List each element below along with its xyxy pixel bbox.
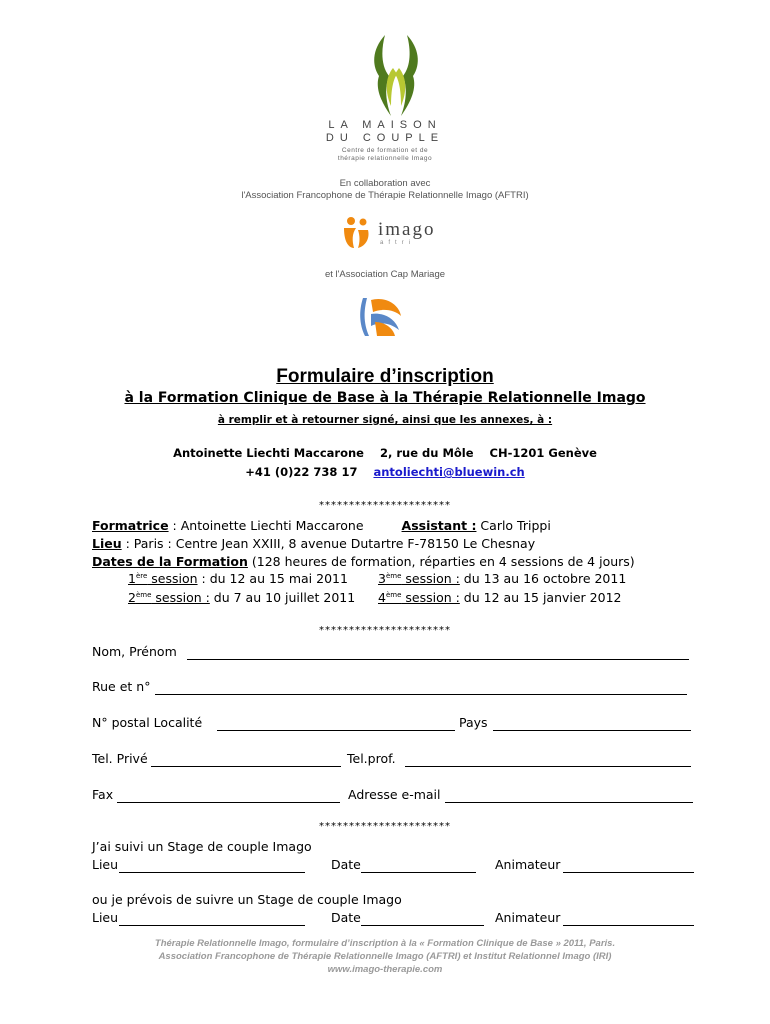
contact-email-link[interactable]: antoliechti@bluewin.ch xyxy=(373,465,525,479)
brand-sub-1: Centre de formation et de xyxy=(341,147,429,154)
nom-field[interactable] xyxy=(187,659,689,660)
assistant-label: Assistant : xyxy=(401,518,477,533)
dates-row xyxy=(92,554,635,569)
stage2-animateur-label: Animateur xyxy=(495,910,561,925)
stage1-lieu-label: Lieu xyxy=(92,857,119,872)
tel-prof-label: Tel.prof. xyxy=(347,751,396,766)
dates-value: (128 heures de formation, réparties en 4 sessions de 4 jours) xyxy=(247,554,635,569)
lieu-value: : Paris : Centre Jean XXIII, 8 avenue Dutartre F-78150 Le Chesnay xyxy=(121,536,536,551)
footer-line-2: Association Francophone de Thérapie Relationnelle Imago (AFTRI) et Institut Relationnel Imago (IRI) xyxy=(158,951,612,962)
stage2-lieu-field[interactable] xyxy=(119,925,305,926)
nom-label: Nom, Prénom xyxy=(92,644,177,659)
tel-prof-field[interactable] xyxy=(405,766,691,767)
stage1-animateur-field[interactable] xyxy=(563,872,694,873)
cap-mariage-text: et l'Association Cap Mariage xyxy=(324,269,446,280)
fax-field[interactable] xyxy=(117,802,340,803)
form-title: Formulaire d’inscription xyxy=(276,366,494,387)
contact-name: Antoinette Liechti Maccarone xyxy=(173,446,364,460)
form-subtitle: à la Formation Clinique de Base à la Thérapie Relationnelle Imago xyxy=(124,390,646,406)
separator-stars-1: ********************** xyxy=(319,500,451,511)
session-4: 4ème session : du 12 au 15 janvier 2012 xyxy=(378,590,622,605)
stage-planned-label: ou je prévois de suivre un Stage de couple Imago xyxy=(92,892,402,907)
contact-street: 2, rue du Môle xyxy=(379,446,474,460)
contact-phone-email xyxy=(0,465,770,479)
stage2-date-field[interactable] xyxy=(361,925,484,926)
session-2: 2ème session : du 7 au 10 juillet 2011 xyxy=(128,590,356,605)
dates-label: Dates de la Formation xyxy=(92,554,248,569)
pays-field[interactable] xyxy=(493,730,691,731)
brand-line-2: DU COUPLE xyxy=(325,132,445,144)
contact-address xyxy=(0,446,770,460)
cap-mariage-logo xyxy=(355,292,405,340)
aftri-word: aftri xyxy=(380,240,416,246)
footer-line-1: Thérapie Relationnelle Imago, formulaire d’inscription à la « Formation Clinique de Base » 2011, Paris. xyxy=(154,938,616,949)
separator-stars-2: ********************** xyxy=(319,625,451,636)
stage1-date-label: Date xyxy=(331,857,361,872)
tel-prive-field[interactable] xyxy=(151,766,341,767)
rue-field[interactable] xyxy=(155,694,687,695)
stage1-animateur-label: Animateur xyxy=(495,857,561,872)
fax-label: Fax xyxy=(92,787,114,802)
contact-city: CH-1201 Genève xyxy=(489,446,597,460)
formatrice-value: : Antoinette Liechti Maccarone xyxy=(168,518,364,533)
stage2-date-label: Date xyxy=(331,910,361,925)
separator-stars-3: ********************** xyxy=(319,821,451,832)
session-3: 3ème session : du 13 au 16 octobre 2011 xyxy=(378,571,627,586)
stage1-lieu-field[interactable] xyxy=(119,872,305,873)
stage1-date-field[interactable] xyxy=(361,872,476,873)
postal-label: N° postal Localité xyxy=(92,715,203,730)
form-instruction: à remplir et à retourner signé, ainsi que les annexes, à : xyxy=(217,414,553,426)
collab-line-1: En collaboration avec xyxy=(339,178,431,189)
assistant-value: Carlo Trippi xyxy=(476,518,551,533)
imago-word: imago xyxy=(378,219,436,240)
lieu-label: Lieu xyxy=(92,536,122,551)
footer-website: www.imago-therapie.com xyxy=(327,964,443,975)
formatrice-label: Formatrice xyxy=(92,518,169,533)
lieu-row xyxy=(92,536,535,551)
formatrice-row xyxy=(92,518,551,533)
tel-prive-label: Tel. Privé xyxy=(92,751,148,766)
contact-phone: +41 (0)22 738 17 xyxy=(245,465,358,479)
postal-field[interactable] xyxy=(217,730,455,731)
brand-sub-2: thérapie relationnelle Imago xyxy=(337,155,433,162)
stage2-animateur-field[interactable] xyxy=(563,925,694,926)
maison-du-couple-logo xyxy=(355,30,435,120)
rue-label: Rue et n° xyxy=(92,679,151,694)
brand-line-1: LA MAISON xyxy=(328,119,442,131)
email-label: Adresse e-mail xyxy=(348,787,441,802)
collab-line-2: l'Association Francophone de Thérapie Relationnelle Imago (AFTRI) xyxy=(241,190,529,201)
email-field[interactable] xyxy=(445,802,693,803)
pays-label: Pays xyxy=(459,715,488,730)
stage-followed-label: J’ai suivi un Stage de couple Imago xyxy=(92,839,312,854)
imago-figures-icon xyxy=(340,214,376,250)
session-1: 1ère session : du 12 au 15 mai 2011 xyxy=(128,571,348,586)
stage2-lieu-label: Lieu xyxy=(92,910,119,925)
